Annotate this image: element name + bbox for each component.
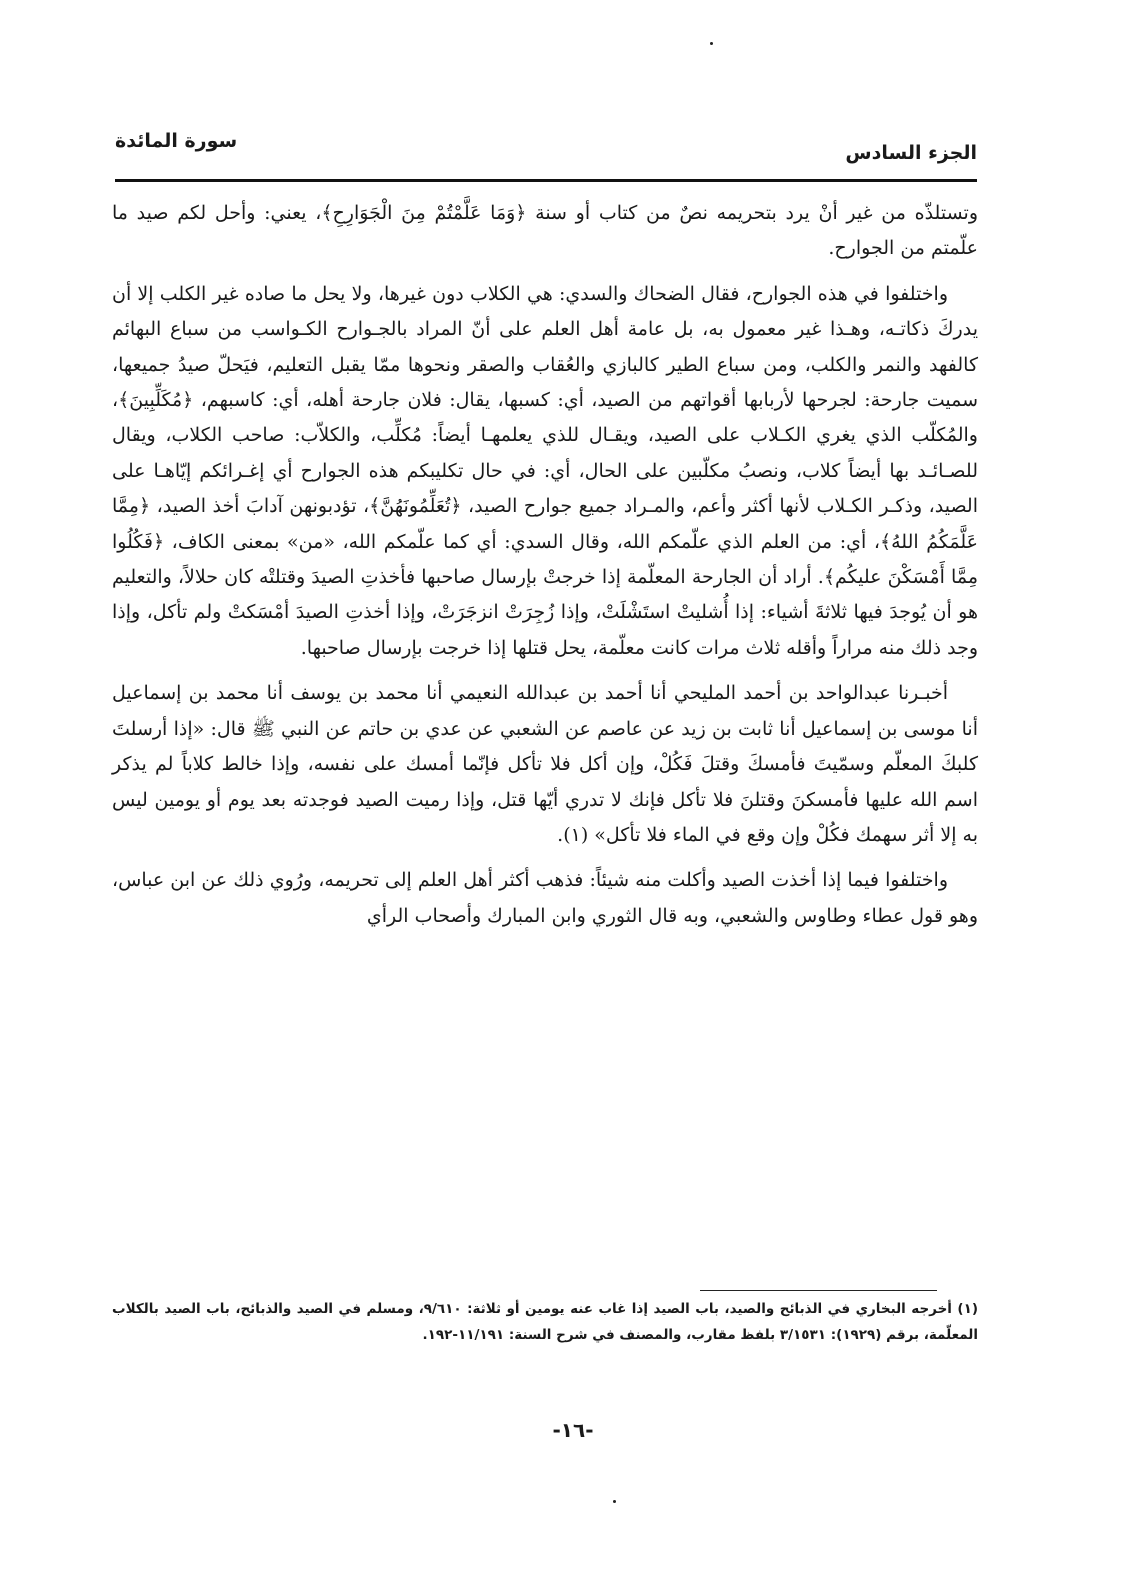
scan-speck [710,42,713,45]
paragraph: وتستلذّه من غير أنْ يرد بتحريمه نصٌ من كتاب أو سنة ﴿وَمَا عَلَّمْتُمْ مِنَ الْجَوَارِحِ﴾، يعني: وأحل لكم صيد ما علّمتم من الجوارح. [112,202,978,260]
paragraph: أخبـرنا عبدالواحد بن أحمد المليحي أنا أحمد بن عبدالله النعيمي أنا محمد بن يوسف أنا محمد بن إسماعيل أنا موسى بن إسماعيل أنا ثابت بن زيد عن عاصم عن الشعبي عن عدي بن حاتم عن النبي ﷺ قال: «إذا أرسلتَ كلبكَ المعلّم وسمّيتَ فأمسكَ وقتلَ فَكُلْ، وإن أكل فلا تأكل فإنّما أمسك على نفسه، وإذا خالط كلاباً لم يذكر اسم الله عليها فأمسكنَ وقتلنَ فلا تأكل فإنك لا تدري أيّها قتل، وإذا رميت الصيد فوجدته بعد يوم أو يومين ليس به إلا أثر سهمك فكُلْ وإن وقع في الماء فلا تأكل» (١). [112,682,978,846]
paragraph: واختلفوا فيما إذا أخذت الصيد وأكلت منه شيئاً: فذهب أكثر أهل العلم إلى تحريمه، ورُوي ذلك عن ابن عباس، وهو قول عطاء وطاوس والشعبي، وبه قال الثوري وابن المبارك وأصحاب الرأي [112,869,978,927]
footnotes [112,1296,978,1348]
header-part-title: الجزء السادس [845,142,977,164]
footnote: (١) أخرجه البخاري في الذبائح والصيد، باب الصيد إذا غاب عنه يومين أو ثلاثة: ٩/٦١٠، ومسلم في الصيد والذبائح، باب الصيد بالكلاب المعلّمة، برقم (١٩٢٩): ٣/١٥٣١ بلفظ مقارب، والمصنف في شرح السنة: ١١/١٩١-١٩٢. [112,1301,978,1343]
paragraph: واختلفوا في هذه الجوارح، فقال الضحاك والسدي: هي الكلاب دون غيرها، ولا يحل ما صاده غير الكلب إلا أن يدركَ ذكاتـه، وهـذا غير معمول به، بل عامة أهل العلم على أنّ المراد بالجـوارح الكـواسب من سباع البهائم كالفهد والنمر والكلب، ومن سباع الطير كالبازي والعُقاب والصقر ونحوها ممّا يقبل التعليم، فيَحلّ صيدُ جميعها، سميت جارحة: لجرحها لأربابها أقواتهم من الصيد، أي: كسبها، يقال: فلان جارحة أهله، أي: كاسبهم، ﴿مُكَلِّبِينَ﴾، والمُكلّب الذي يغري الكـلاب على الصيد، ويقـال للذي يعلمهـا أيضاً: مُكلِّب، والكلاّب: صاحب الكلاب، ويقال للصـائـد بها أيضاً كلاب، ونصبُ مكلّبين على الحال، أي: في حال تكليبكم هذه الجوارح أي إغـرائكم إيّاهـا على الصيد، وذكـر الكـلاب لأنها أكثر وأعم، والمـراد جميع جوارح الصيد، ﴿تُعَلِّمُونَهُنَّ﴾، تؤدبونهن آدابَ أخذ الصيد، ﴿مِمَّا عَلَّمَكُمُ اللهُ﴾، أي: من العلم الذي علّمكم الله، وقال السدي: أي كما علّمكم الله، «من» بمعنى الكاف، ﴿فَكُلُوا مِمَّا أَمْسَكْنَ عليكُم﴾. أراد أن الجارحة المعلّمة إذا خرجتْ بإرسال صاحبها فأخذتِ الصيدَ وقتلتْه كان حلالاً، والتعليم هو أن يُوجدَ فيها ثلاثةَ أشياء: إذا أُشليتْ استَشْلَتْ، وإذا زُجِرَتْ انزجَرَتْ، وإذا أخذتِ الصيدَ أمْسَكتْ ولم تأكل، وإذا وجد ذلك منه مراراً وأقله ثلاث مرات كانت معلّمة، يحل قتلها إذا خرجت بإرسال صاحبها. [112,282,978,659]
scan-speck [613,1500,616,1503]
running-header [115,130,977,170]
page-number: -١٦- [552,1418,594,1442]
footnote-divider [700,1290,937,1291]
header-divider [115,179,977,182]
header-surah-title: سورة المائدة [115,130,238,152]
main-text [112,196,978,944]
